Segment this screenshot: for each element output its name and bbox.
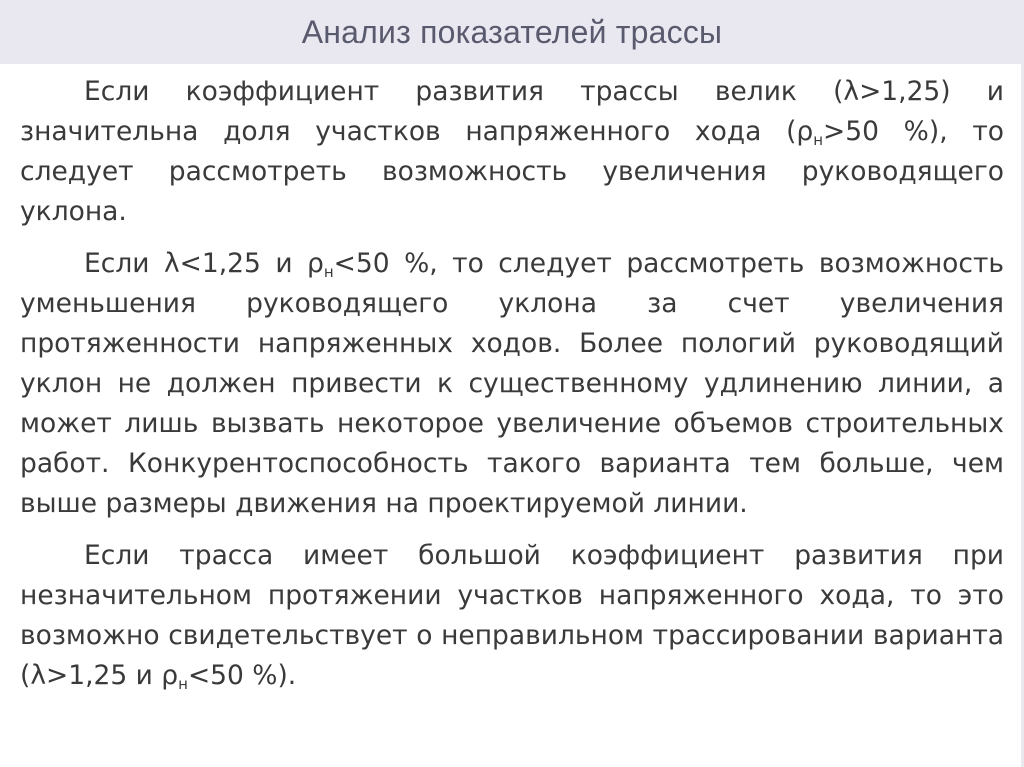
paragraph-2-part-a: Если λ<1,25 и ρ: [84, 248, 324, 279]
paragraph-2: [20, 244, 1004, 524]
paragraph-1-part-b: >50 %), то следует рассмотреть возможность увеличения руководящего уклона.: [20, 116, 1004, 227]
title-bar: [0, 0, 1024, 64]
paragraph-1-subscript: н: [813, 131, 824, 149]
paragraph-3-part-a: Если трасса имеет большой коэффициент развития при незначительном протяжении участков напряженного хода, то это возможно свидетельствует о неправильном трассировании варианта (λ>1,25 и ρ: [20, 540, 1004, 691]
paragraph-3: [20, 536, 1004, 696]
paragraph-3-part-b: <50 %).: [187, 660, 297, 691]
paragraph-2-subscript: н: [323, 263, 334, 281]
slide-content: [0, 64, 1024, 767]
body-text: [20, 72, 1004, 708]
slide-title: Анализ показателей трассы: [301, 13, 723, 50]
paragraph-2-part-b: <50 %, то следует рассмотреть возможность уменьшения руководящего уклона за счет увеличения протяженности напряженных ходов. Более пологий руководящий уклон не должен привести к существенному удлинению линии, а может лишь вызвать некоторое увеличение объемов строительных работ. Конкурентоспособность такого варианта тем больше, чем выше размеры движения на проектируемой линии.: [20, 248, 1004, 519]
paragraph-1: [20, 72, 1004, 232]
paragraph-1-part-a: Если коэффициент развития трассы велик (λ>1,25) и значительна доля участков напряженного хода (ρ: [20, 76, 1004, 147]
paragraph-3-subscript: н: [178, 675, 188, 693]
